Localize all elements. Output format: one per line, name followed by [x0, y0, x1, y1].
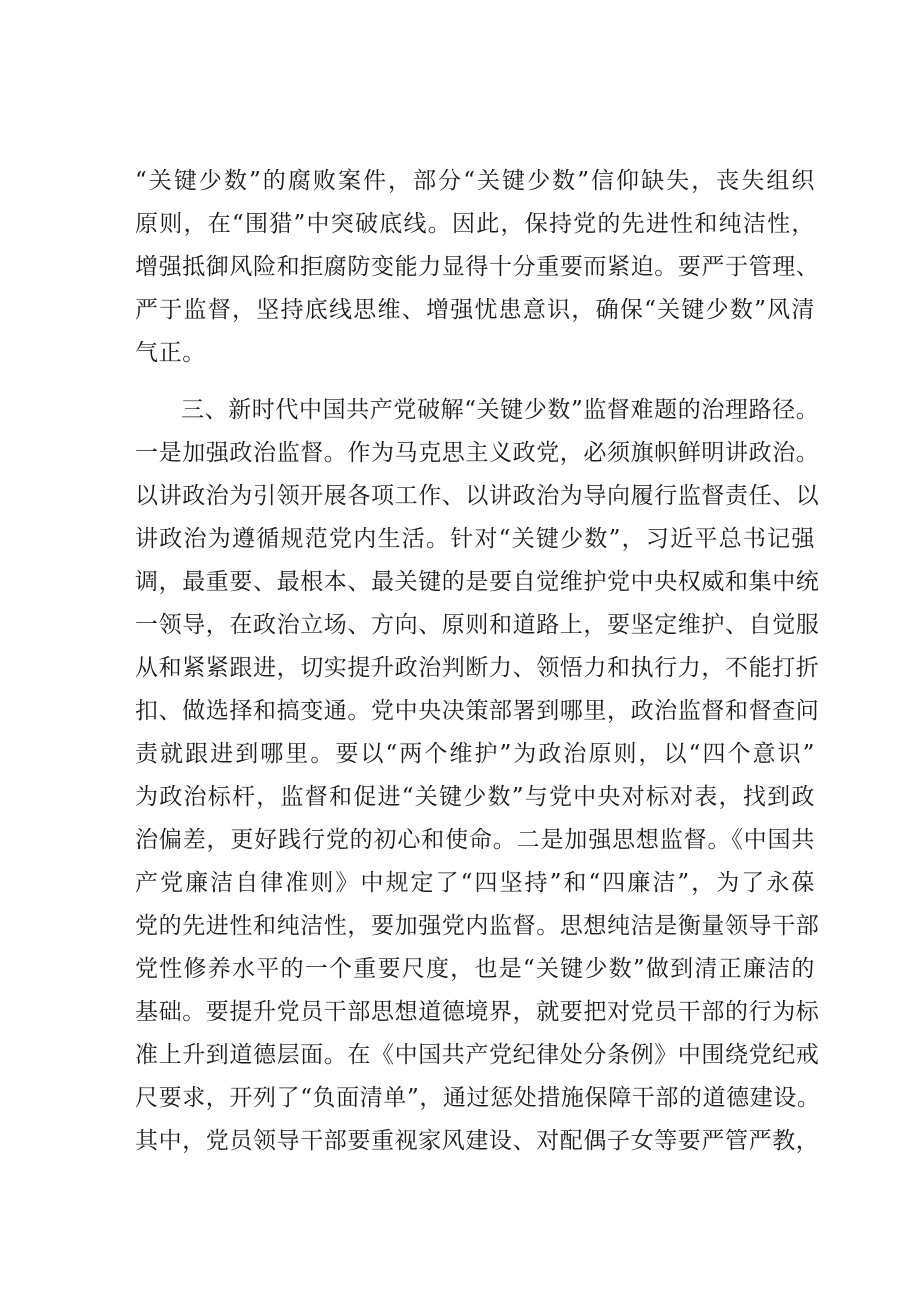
text-line: “关键少数”的腐败案件，部分“关键少数”信仰缺失，丧失组织	[135, 168, 815, 194]
text-line: 气正。	[135, 340, 206, 366]
text-line: 尺要求，开列了“负面清单”，通过惩处措施保障干部的道德建设。	[135, 1085, 821, 1111]
text-line: 扣、做选择和搞变通。党中央决策部署到哪里，政治监督和督查问	[135, 698, 820, 724]
document-body	[135, 160, 821, 1163]
text-line: 以讲政治为引领开展各项工作、以讲政治为导向履行监督责任、以	[135, 483, 820, 509]
section-heading-line: 三、新时代中国共产党破解“关键少数”监督难题的治理路径。	[181, 397, 820, 423]
text-line: 党性修养水平的一个重要尺度，也是“关键少数”做到清正廉洁的	[135, 956, 815, 982]
text-line: 从和紧紧跟进，切实提升政治判断力、领悟力和执行力，不能打折	[135, 655, 820, 681]
text-line: 其中，党员领导干部要重视家风建设、对配偶子女等要严管严教，	[135, 1128, 820, 1154]
text-line: 为政治标杆，监督和促进“关键少数”与党中央对标对表，找到政	[135, 784, 815, 810]
text-line: 原则，在“围猎”中突破底线。因此，保持党的先进性和纯洁性，	[135, 211, 815, 237]
paragraph-spacer	[135, 375, 815, 389]
text-line: 严于监督，坚持底线思维、增强忧患意识，确保“关键少数”风清	[135, 297, 815, 323]
text-line: 产党廉洁自律准则》中规定了“四坚持”和“四廉洁”，为了永葆	[135, 870, 815, 896]
text-line: 党的先进性和纯洁性，要加强党内监督。思想纯洁是衡量领导干部	[135, 913, 820, 939]
text-line: 一是加强政治监督。作为马克思主义政党，必须旗帜鲜明讲政治。	[135, 440, 820, 466]
paragraph-2	[135, 389, 821, 1163]
text-line: 准上升到道德层面。在《中国共产党纪律处分条例》中围绕党纪戒	[135, 1042, 820, 1068]
text-line: 治偏差，更好践行党的初心和使命。二是加强思想监督。《中国共	[135, 827, 815, 853]
text-line: 调，最重要、最根本、最关键的是要自觉维护党中央权威和集中统	[135, 569, 820, 595]
paragraph-1	[135, 160, 820, 375]
text-line: 讲政治为遵循规范党内生活。针对“关键少数”，习近平总书记强	[135, 526, 815, 552]
text-line: 基础。要提升党员干部思想道德境界，就要把对党员干部的行为标	[135, 999, 820, 1025]
text-line: 一领导，在政治立场、方向、原则和道路上，要坚定维护、自觉服	[135, 612, 820, 638]
text-line: 责就跟进到哪里。要以“两个维护”为政治原则，以“四个意识”	[135, 741, 815, 767]
text-line: 增强抵御风险和拒腐防变能力显得十分重要而紧迫。要严于管理、	[135, 254, 820, 280]
